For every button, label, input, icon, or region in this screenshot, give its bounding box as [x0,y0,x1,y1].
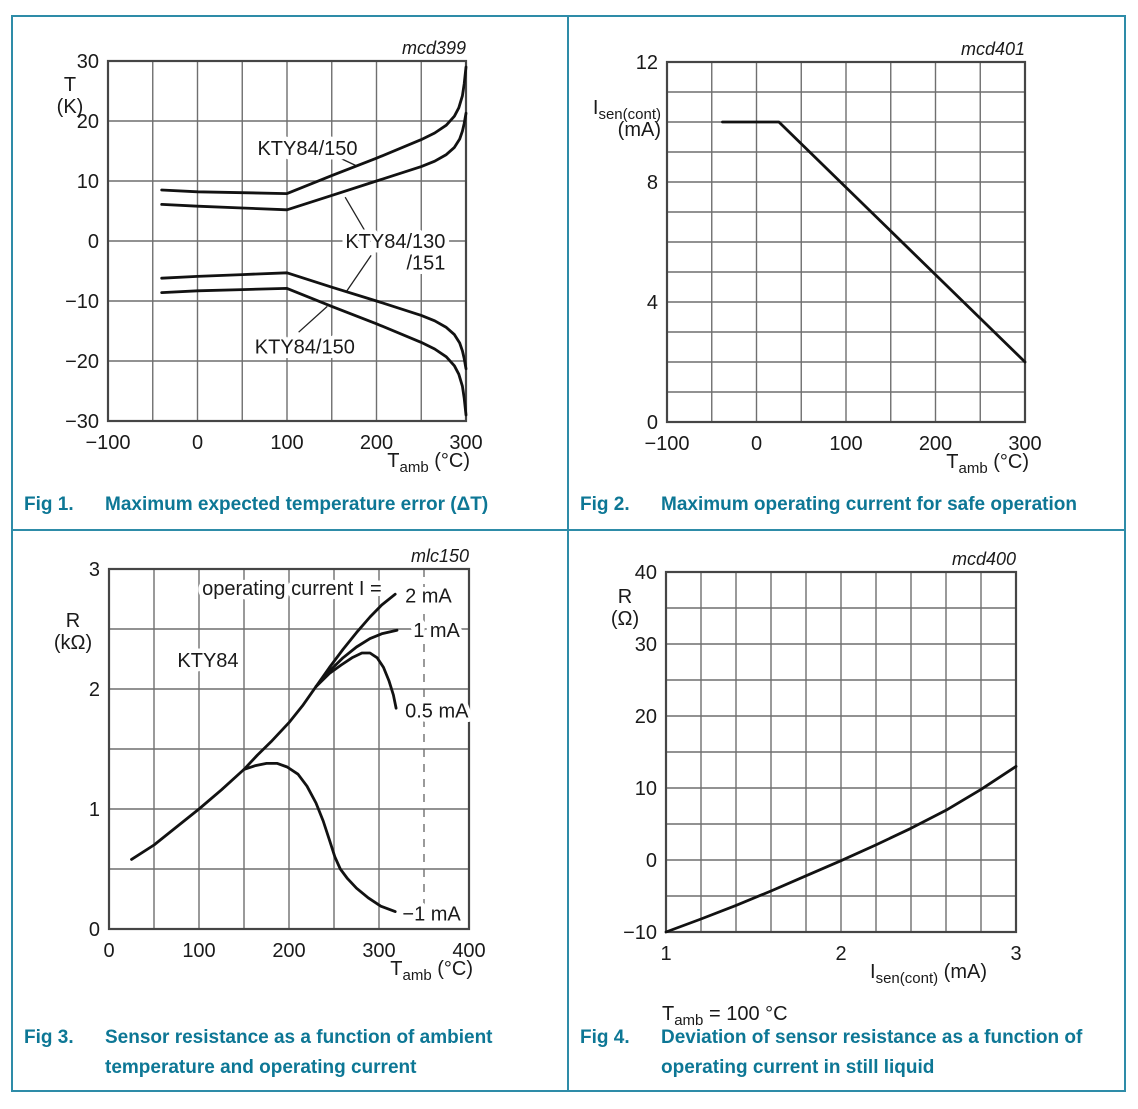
svg-text:3: 3 [1010,943,1022,965]
svg-text:KTY84/150: KTY84/150 [254,336,355,359]
svg-text:0: 0 [750,433,763,455]
svg-text:−10: −10 [623,922,657,944]
svg-text:−20: −20 [65,351,99,373]
svg-text:400: 400 [452,940,486,962]
svg-text:(mA): (mA) [617,119,661,141]
svg-text:1: 1 [660,943,672,965]
fig2-caption-text: Maximum operating current for safe operation [661,493,1077,515]
fig1-temperature-error-chart [13,17,567,529]
svg-text:KTY84: KTY84 [177,650,239,673]
svg-text:3: 3 [88,559,100,581]
svg-text:0: 0 [646,412,658,434]
svg-text:Tamb = 100 °C: $T_{amb} = 100$ °C [662,1003,788,1029]
svg-text:10: 10 [634,778,657,800]
svg-text:Tamb (°C): $T_{amb}$ (°C) [946,451,1029,477]
svg-text:−100: −100 [644,433,690,455]
svg-text:−10: −10 [65,291,99,313]
svg-text:Tamb (°C): $T_{amb}$ (°C) [390,958,473,984]
svg-text:(K): (K) [56,96,84,118]
fig1-caption-label: Fig 1. [24,493,74,515]
svg-text:40: 40 [634,562,657,584]
svg-text:30: 30 [76,51,99,73]
svg-text:30: 30 [634,634,657,656]
figure-4-panel [569,531,1124,1090]
fig2-caption [580,490,1077,519]
horizontal-divider [13,529,1124,531]
svg-text:2 mA: 2 mA [405,585,452,608]
svg-text:(kΩ): (kΩ) [53,632,93,654]
svg-text:R: R [65,610,81,632]
svg-text:4: 4 [646,292,658,314]
svg-text:mcd399: mcd399 [401,38,466,58]
svg-text:10: 10 [76,171,99,193]
svg-text:T: T [63,74,77,96]
svg-text:8: 8 [646,172,658,194]
svg-text:0: 0 [88,919,100,941]
svg-text:0: 0 [191,432,204,454]
figure-1-panel [13,17,567,529]
fig4-caption-label: Fig 4. [580,1027,630,1049]
fig4-caption-text: Deviation of sensor resistance as a function of operating current in still liquid [661,1027,1083,1078]
fig3-sensor-resistance-chart [13,531,567,1090]
svg-text:0.5 mA: 0.5 mA [405,700,469,723]
fig3-caption [24,1023,535,1082]
fig1-caption [24,490,488,519]
svg-text:2: 2 [835,943,847,965]
svg-text:12: 12 [635,52,658,74]
svg-text:0: 0 [103,940,115,962]
fig4-caption [580,1023,1124,1082]
svg-text:KTY84/130: KTY84/130 [345,231,446,253]
svg-text:R: R [617,586,633,608]
svg-text:200: 200 [359,432,394,454]
svg-text:KTY84/150: KTY84/150 [257,138,358,160]
svg-text:300: 300 [449,432,483,454]
figure-3-panel [13,531,567,1090]
vertical-divider [567,17,569,1090]
fig1-caption-text: Maximum expected temperature error (ΔT) [105,493,489,515]
svg-text:0: 0 [645,850,657,872]
svg-text:100: 100 [270,432,304,454]
figure-2-panel [569,17,1124,529]
svg-text:Isen(cont) (mA): $I_{sen(cont)}$ (mA) [870,961,987,987]
svg-text:Isen(cont): $I_{sen(cont)}$ [592,97,661,123]
svg-text:(Ω): (Ω) [610,608,640,630]
fig4-resistance-deviation-chart [569,531,1127,1090]
figure-grid-frame [11,15,1126,1092]
fig3-caption-text: Sensor resistance as a function of ambient temperature and operating current [105,1027,493,1078]
svg-text:2: 2 [88,679,100,701]
svg-text:100: 100 [182,940,216,962]
svg-text:300: 300 [362,940,396,962]
svg-text:20: 20 [634,706,657,728]
svg-text:−100: −100 [85,432,131,454]
svg-text:300: 300 [1008,433,1042,455]
svg-text:0: 0 [87,231,99,253]
svg-text:operating current I =: operating current I = [202,578,382,601]
svg-text:200: 200 [272,940,306,962]
svg-text:mlc150: mlc150 [410,546,469,566]
svg-text:Tamb (°C): $T_{amb}$ (°C) [387,450,470,476]
svg-text:1: 1 [88,799,100,821]
svg-text:−30: −30 [65,411,99,433]
fig3-caption-label: Fig 3. [24,1027,74,1049]
svg-text:100: 100 [829,433,863,455]
svg-text:mcd401: mcd401 [960,39,1025,59]
svg-text:1 mA: 1 mA [413,620,460,643]
svg-text:/151: /151 [406,252,446,275]
svg-text:20: 20 [76,111,99,133]
svg-text:mcd400: mcd400 [951,549,1016,569]
svg-text:200: 200 [918,433,953,455]
fig2-caption-label: Fig 2. [580,493,630,515]
fig2-max-operating-current-chart [569,17,1127,529]
svg-text:−1 mA: −1 mA [402,903,461,926]
